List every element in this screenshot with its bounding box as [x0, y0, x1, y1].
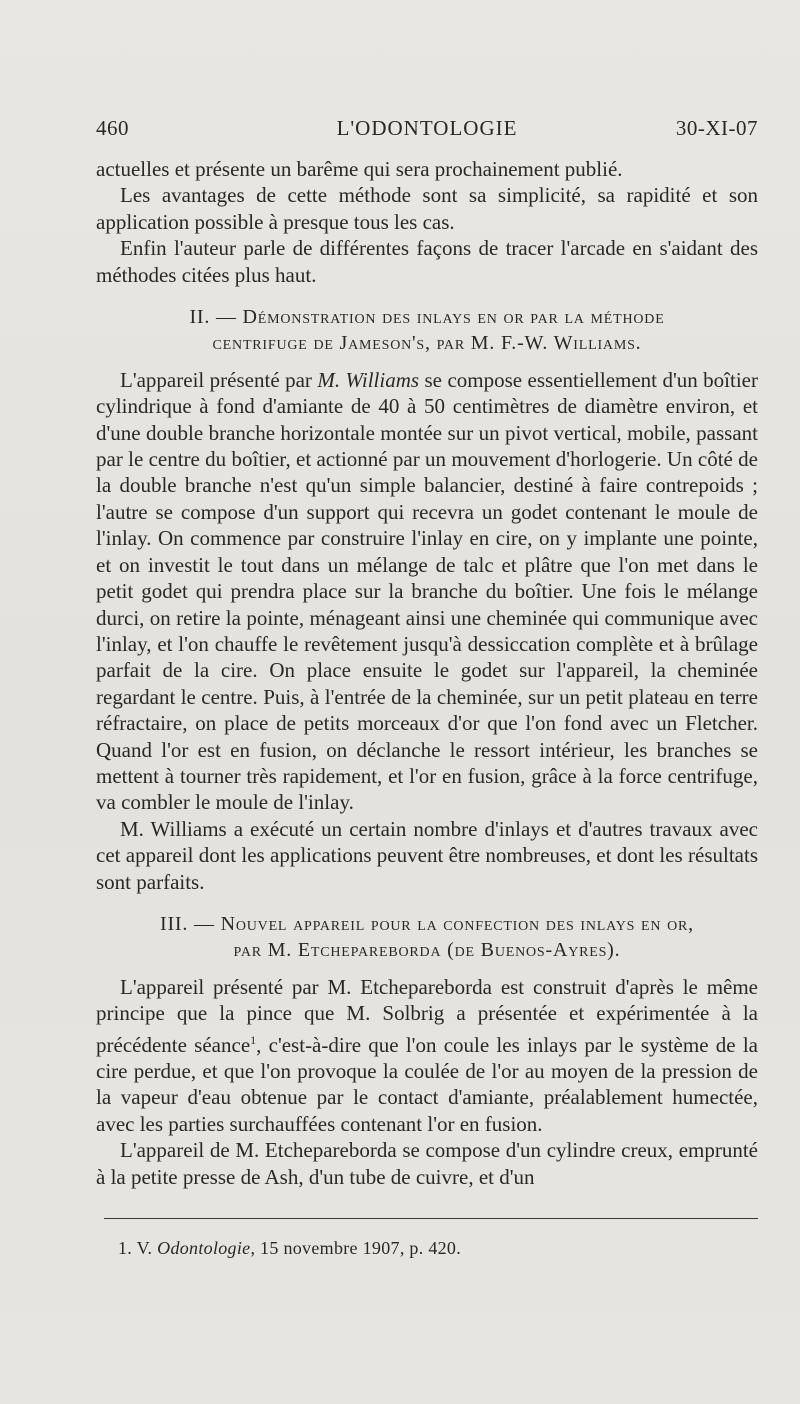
heading-line: II. — Démonstration des inlays en or par la méthode [189, 306, 665, 329]
page-number: 460 [96, 116, 129, 140]
body-text [96, 156, 758, 1190]
heading-line: centrifuge de Jameson's, par M. F.-W. Williams. [212, 332, 642, 355]
section-heading-iii [96, 911, 758, 964]
issue-date: 30-XI-07 [675, 116, 758, 140]
heading-line: III. — Nouvel appareil pour la confection des inlays en or, [160, 912, 694, 935]
heading-line: par M. Etchepareborda (de Buenos-Ayres). [233, 939, 621, 962]
footnote [118, 1238, 461, 1259]
footnote-source: Odontologie [157, 1238, 251, 1258]
footnote-marker: 1 [250, 1032, 257, 1047]
section-heading-ii [96, 304, 758, 357]
paragraph: Enfin l'auteur parle de différentes façons de tracer l'arcade en s'aidant des méthodes citées plus haut. [96, 236, 758, 287]
paragraph: L'appareil de M. Etchepareborda se compose d'un cylindre creux, emprunté à la petite presse de Ash, d'un tube de cuivre, et d'un [96, 1138, 758, 1189]
footnote-divider [104, 1218, 758, 1219]
footnote-prefix: 1. V. [118, 1238, 158, 1258]
paragraph [96, 367, 758, 816]
paragraph [96, 974, 758, 1137]
paragraph: M. Williams a exécuté un certain nombre d'inlays et d'autres travaux avec cet appareil dont les applications peuvent être nombreuses, et dont les résultats sont parfaits. [96, 816, 758, 894]
text-run: L'appareil présenté par M. Etchepareborda est construit d'après le même principe que la pince que M. Solbrig a présentée et expérimentée à la précédente séance [96, 974, 758, 1057]
text-run: , c'est-à-dire que l'on coule les inlays par le système de la cire perdue, et que l'on provoque la coulée de l'or au moyen de la pression de la vapeur d'eau obtenue par le contact d'amiante, préalablement humectée, avec les parties surchauffées contenant l'or en fusion. [96, 1032, 758, 1136]
text-run: se compose essentiellement d'un boîtier cylindrique à fond d'amiante de 40 à 50 centimètres de diamètre environ, et d'une double branche horizontale montée sur un pivot vertical, mobile, passant par le centre du boîtier, et actionné par un mouvement d'horlogerie. Un côté de la double branche n'est qu'un simple balancier, destiné à faire contrepoids ; l'autre se compose d'un support qui recevra un godet contenant le moule de l'inlay. On commence par construire l'inlay en cire, on y implante une pointe, et on investit le tout dans un mélange de talc et plâtre que l'on met dans le petit godet qui prendra place sur la branche du boîtier. Une fois le mélange durci, on retire la pointe, ménageant ainsi une cheminée qui communique avec l'inlay, et l'on chauffe le revêtement jusqu'à dessiccation complète et à brûlage parfait de la cire. On place ensuite le godet sur l'appareil, la cheminée regardant le centre. Puis, à l'entrée de la cheminée, sur un petit plateau en terre réfractaire, on place de petits morceaux d'or que l'on fond avec un Fletcher. Quand l'or est en fusion, on déclanche le ressort intérieur, les branches se mettent à tourner très rapidement, et l'or en fusion, grâce à la force centrifuge, va combler le moule de l'inlay. [96, 367, 758, 815]
journal-title: L'ODONTOLOGIE [336, 116, 518, 140]
running-header [96, 116, 758, 146]
footnote-suffix: , 15 novembre 1907, p. 420. [250, 1238, 462, 1258]
paragraph: Les avantages de cette méthode sont sa simplicité, sa rapidité et son application possible à presque tous les cas. [96, 183, 758, 234]
paragraph: actuelles et présente un barême qui sera prochainement publié. [96, 157, 623, 181]
text-run: L'appareil présenté par [120, 367, 318, 392]
italic-name: M. Williams [317, 367, 420, 392]
